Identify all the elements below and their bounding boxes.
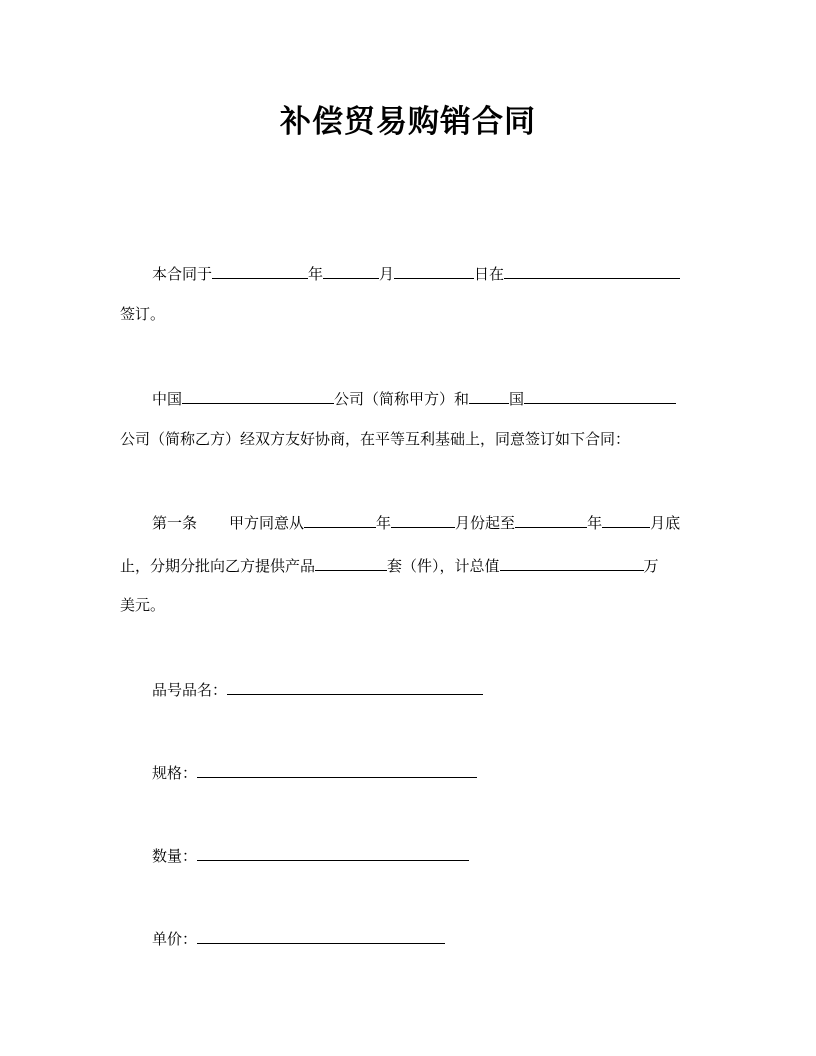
text-signed: 签订。 (120, 305, 166, 323)
product-name-blank[interactable] (227, 678, 483, 695)
blank-party-b[interactable] (524, 387, 676, 404)
text-day-at: 日在 (474, 265, 505, 283)
unit-price-blank[interactable] (197, 927, 445, 944)
contract-signed-line (120, 304, 165, 324)
contract-date-line (152, 262, 680, 282)
blank-product-qty[interactable] (315, 554, 387, 571)
parties-agreement-line (120, 429, 630, 449)
text-country: 国 (509, 390, 525, 408)
quantity-label: 数量： (152, 847, 198, 865)
blank-day[interactable] (394, 262, 474, 279)
blank-month[interactable] (323, 262, 379, 279)
text-end-year: 年 (587, 514, 603, 532)
text-month-end: 月底 (650, 514, 681, 532)
blank-start-month[interactable] (391, 511, 455, 528)
article-1-line-3 (120, 595, 165, 615)
text-month: 月 (379, 265, 395, 283)
spec-field-line (152, 761, 477, 781)
blank-end-year[interactable] (515, 511, 587, 528)
blank-location[interactable] (504, 262, 680, 279)
blank-party-a[interactable] (182, 387, 334, 404)
blank-country[interactable] (469, 387, 509, 404)
quantity-field-line (152, 844, 469, 864)
parties-line (152, 387, 676, 407)
blank-end-month[interactable] (602, 511, 650, 528)
article-1-line-1 (152, 511, 680, 531)
article-1-heading: 第一条 (152, 514, 198, 532)
quantity-blank[interactable] (197, 844, 469, 861)
blank-total-value[interactable] (500, 554, 644, 571)
text-contract-on: 本合同于 (152, 265, 213, 283)
text-month-to: 月份起至 (455, 514, 516, 532)
spec-blank[interactable] (197, 761, 477, 778)
text-supply-product: 止，分期分批向乙方提供产品 (120, 557, 316, 575)
text-ten-thousand: 万 (643, 557, 659, 575)
blank-start-year[interactable] (304, 511, 376, 528)
product-name-field-line (152, 678, 483, 698)
article-1-line-2 (120, 554, 659, 574)
text-party-b-agreement: 公司（简称乙方）经双方友好协商，在平等互利基础上，同意签订如下合同： (120, 430, 631, 448)
text-start-year: 年 (376, 514, 392, 532)
spec-label: 规格： (152, 764, 198, 782)
unit-price-label: 单价： (152, 930, 198, 948)
unit-price-field-line (152, 927, 445, 947)
text-agree-from: 甲方同意从 (229, 514, 305, 532)
text-company-party-a: 公司（简称甲方）和 (334, 390, 470, 408)
product-name-label: 品号品名： (152, 681, 228, 699)
blank-year[interactable] (212, 262, 308, 279)
text-sets-total: 套（件），计总值 (387, 557, 500, 575)
text-usd: 美元。 (120, 596, 166, 614)
text-china: 中国 (152, 390, 183, 408)
text-year: 年 (308, 265, 324, 283)
document-title: 补偿贸易购销合同 (280, 104, 536, 140)
